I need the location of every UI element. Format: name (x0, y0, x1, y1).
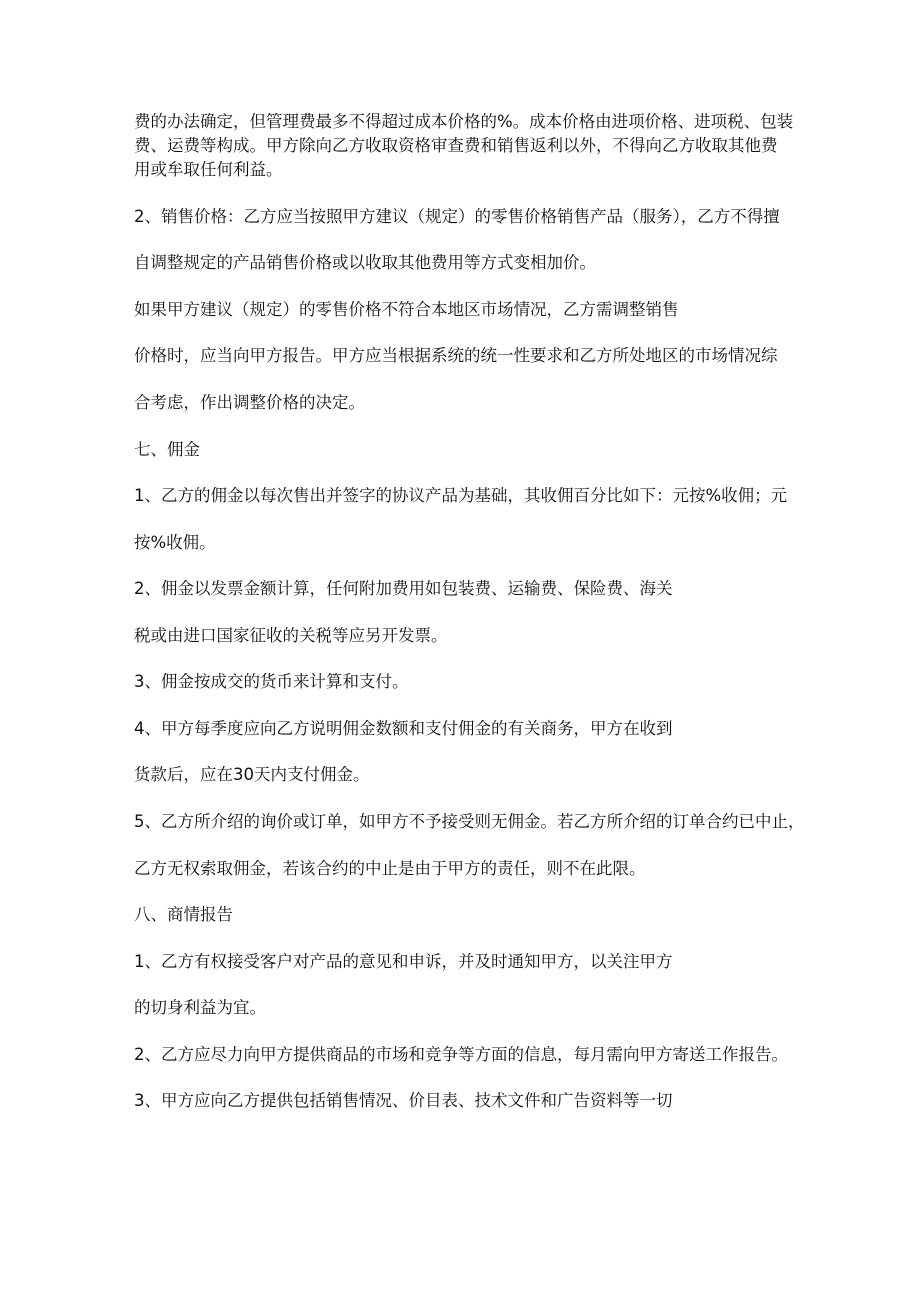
text-line: 价格时，应当向甲方报告。甲方应当根据系统的统一性要求和乙方所处地区的市场情况综 (134, 346, 778, 365)
text-line: 2、乙方应尽力向甲方提供商品的市场和竞争等方面的信息，每月需向甲方寄送工作报告。 (134, 1045, 788, 1064)
text-line: 1、乙方有权接受客户对产品的意见和申诉，并及时通知甲方，以关注甲方 (134, 952, 673, 971)
text-line: 按%收佣。 (134, 533, 216, 552)
text-line: 的切身利益为宜。 (134, 998, 266, 1017)
text-line: 2、佣金以发票金额计算，任何附加费用如包装费、运输费、保险费、海关 (134, 579, 673, 598)
text-line: 自调整规定的产品销售价格或以收取其他费用等方式变相加价。 (134, 253, 596, 272)
text-line: 2、销售价格：乙方应当按照甲方建议（规定）的零售价格销售产品（服务），乙方不得擅 (134, 207, 780, 226)
text-line: 费的办法确定，但管理费最多不得超过成本价格的%。成本价格由进项价格、进项税、包装 (134, 112, 794, 131)
text-line: 4、甲方每季度应向乙方说明佣金数额和支付佣金的有关商务，甲方在收到 (134, 719, 673, 738)
text-line: 乙方无权索取佣金，若该合约的中止是由于甲方的责任，则不在此限。 (134, 859, 646, 878)
text-line: 3、佣金按成交的货币来计算和支付。 (134, 672, 409, 691)
text-line: 3、甲方应向乙方提供包括销售情况、价目表、技术文件和广告资料等一切 (134, 1091, 673, 1110)
text-line: 如果甲方建议（规定）的零售价格不符合本地区市场情况，乙方需调整销售 (134, 300, 679, 319)
text-line: 合考虑，作出调整价格的决定。 (134, 393, 365, 412)
text-line: 费、运费等构成。甲方除向乙方收取资格审查费和销售返利以外，不得向乙方收取其他费 (134, 136, 778, 155)
section-heading: 七、佣金 (134, 440, 200, 459)
text-line: 1、乙方的佣金以每次售出并签字的协议产品为基础，其收佣百分比如下：元按%收佣；元 (134, 486, 788, 505)
text-line: 5、乙方所介绍的询价或订单，如甲方不予接受则无佣金。若乙方所介绍的订单合约已中止， (134, 812, 805, 831)
text-line: 用或牟取任何利益。 (134, 160, 283, 179)
section-heading: 八、商情报告 (134, 905, 233, 924)
text-line: 税或由进口国家征收的关税等应另开发票。 (134, 626, 448, 645)
text-line: 货款后，应在30天内支付佣金。 (134, 765, 370, 784)
